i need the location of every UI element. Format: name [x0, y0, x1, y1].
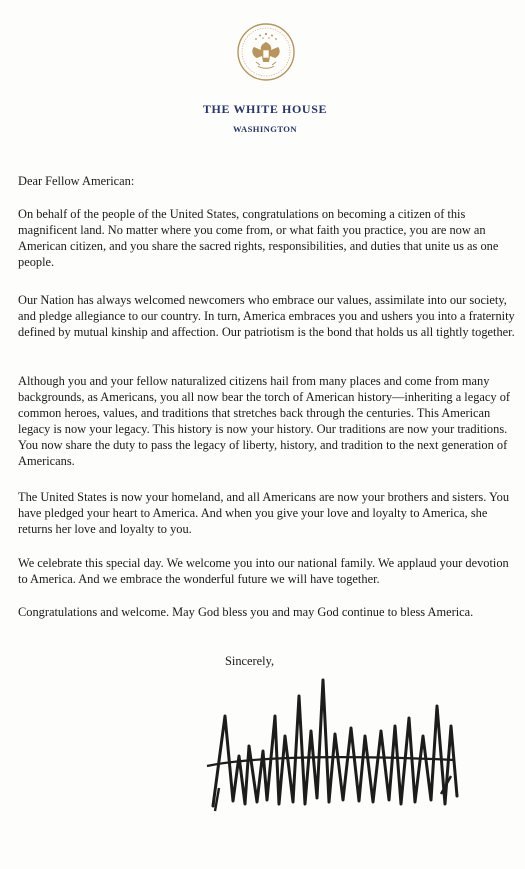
- letter-closing: Sincerely,: [225, 654, 275, 668]
- letter-paragraph-4: The United States is now your homeland, and all Americans are now your brothers and sisters. You have pledged your heart to America. And when you give your love and loyalty to America, she returns her love and loyalty to you.: [18, 490, 510, 537]
- letter-paragraph-3: Although you and your fellow naturalized citizens hail from many places and come from many backgrounds, as Americans, you all now bear the torch of American history—inheriting a legacy of common heroes, values, and traditions that stretches back through the centuries. This American legacy is now your legacy. This history is now your history. Our traditions are now your traditions. You now share the duty to pass the legacy of liberty, history, and tradition to the next generation of Americans.: [18, 374, 511, 469]
- letter-paragraph-6: Congratulations and welcome. May God bless you and may God continue to bless America.: [18, 605, 474, 619]
- letter-paragraph-5: We celebrate this special day. We welcome you into our national family. We applaud your devotion to America. And we embrace the wonderful future we will have together.: [18, 556, 509, 587]
- header-title: THE WHITE HOUSE: [202, 102, 328, 116]
- presidential-seal-icon: [236, 22, 296, 82]
- letter-paragraph-1: On behalf of the people of the United States, congratulations on becoming a citizen of this magnificent land. No matter where you come from, or what faith you practice, you are now an American citizen, and you share the sacred rights, responsibilities, and duties that unite us as one people.: [18, 207, 499, 270]
- header-subtitle: WASHINGTON: [232, 124, 297, 134]
- letter-paragraph-2: Our Nation has always welcomed newcomers who embrace our values, assimilate into our society, and pledge allegiance to our country. In turn, America embraces you and ushers you into a fraternity defined by mutual kinship and affection. Our patriotism is the bond that holds us all tightly together.: [18, 293, 515, 340]
- signature-image: [205, 676, 465, 826]
- letter-greeting: Dear Fellow American:: [18, 174, 135, 188]
